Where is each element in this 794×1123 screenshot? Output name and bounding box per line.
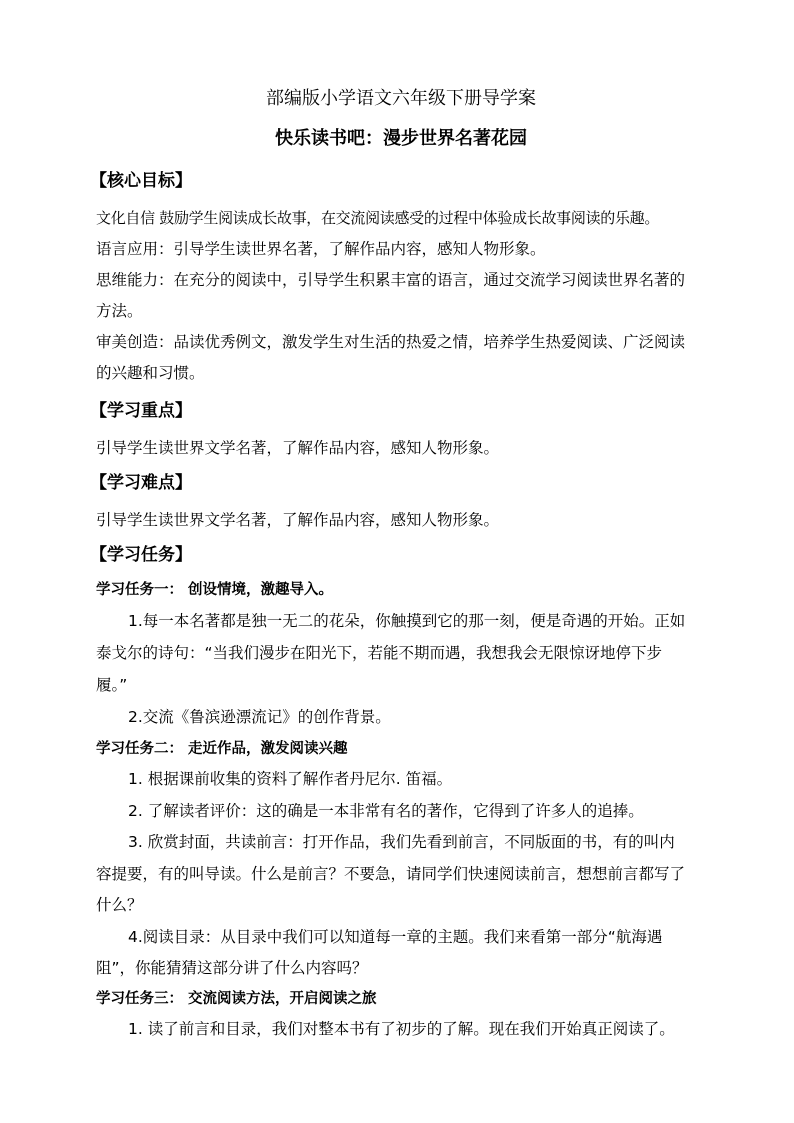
task-1-line: 履。” xyxy=(96,676,128,694)
difficulties-text: 引导学生读世界文学名著，了解作品内容，感知人物形象。 xyxy=(96,511,500,529)
task-1-heading: 学习任务一： 创设情境，激趣导入。 xyxy=(96,582,334,598)
document-subtitle: 快乐读书吧：漫步世界名著花园 xyxy=(275,128,527,149)
task-2-heading: 学习任务二： 走近作品，激发阅读兴趣 xyxy=(96,741,348,757)
task-2-line: 4.阅读目录：从目录中我们可以知道每一章的主题。我们来看第一部分“航海遇 xyxy=(128,928,663,946)
task-1-line: 1.每一本名著都是独一无二的花朵，你触摸到它的那一刻，便是奇遇的开始。正如 xyxy=(128,612,686,630)
key-points-text: 引导学生读世界文学名著，了解作品内容，感知人物形象。 xyxy=(96,439,500,457)
goal-line: 的兴趣和习惯。 xyxy=(96,364,205,382)
task-2-line: 阻”，你能猜猜这部分讲了什么内容吗？ xyxy=(96,959,368,977)
task-2-line: 3. 欣赏封面，共读前言：打开作品，我们先看到前言，不同版面的书，有的叫内 xyxy=(128,833,675,851)
goal-line: 语言应用：引导学生读世界名著，了解作品内容，感知人物形象。 xyxy=(96,240,546,258)
section-heading-core-goals: 【核心目标】 xyxy=(90,171,192,191)
section-heading-key-points: 【学习重点】 xyxy=(90,401,192,421)
task-1-line: 2.交流《鲁滨逊漂流记》的创作背景。 xyxy=(128,708,391,726)
task-3-line: 1. 读了前言和目录，我们对整本书有了初步的了解。现在我们开始真正阅读了。 xyxy=(128,1020,675,1038)
section-heading-tasks: 【学习任务】 xyxy=(90,545,192,565)
goal-line: 方法。 xyxy=(96,302,143,320)
task-1-line: 泰戈尔的诗句：“当我们漫步在阳光下，若能不期而遇，我想我会无限惊讶地停下步 xyxy=(96,644,663,662)
task-2-line: 容提要，有的叫导读。什么是前言？不要急，请同学们快速阅读前言，想想前言都写了 xyxy=(96,865,686,883)
task-2-line: 1. 根据课前收集的资料了解作者丹尼尔. 笛福。 xyxy=(128,770,453,788)
goal-line: 审美创造：品读优秀例文，激发学生对生活的热爱之情，培养学生热爱阅读、广泛阅读 xyxy=(96,333,686,351)
goal-line: 思维能力：在充分的阅读中，引导学生积累丰富的语言，通过交流学习阅读世界名著的 xyxy=(96,271,686,289)
task-2-line: 什么？ xyxy=(96,896,143,914)
task-3-heading: 学习任务三： 交流阅读方法，开启阅读之旅 xyxy=(96,991,377,1007)
document-title: 部编版小学语文六年级下册导学案 xyxy=(266,88,536,109)
goal-line: 文化自信 鼓励学生阅读成长故事，在交流阅读感受的过程中体验成长故事阅读的乐趣。 xyxy=(96,209,660,227)
task-2-line: 2. 了解读者评价：这的确是一本非常有名的著作，它得到了许多人的追捧。 xyxy=(128,802,644,820)
section-heading-difficulties: 【学习难点】 xyxy=(90,473,192,493)
